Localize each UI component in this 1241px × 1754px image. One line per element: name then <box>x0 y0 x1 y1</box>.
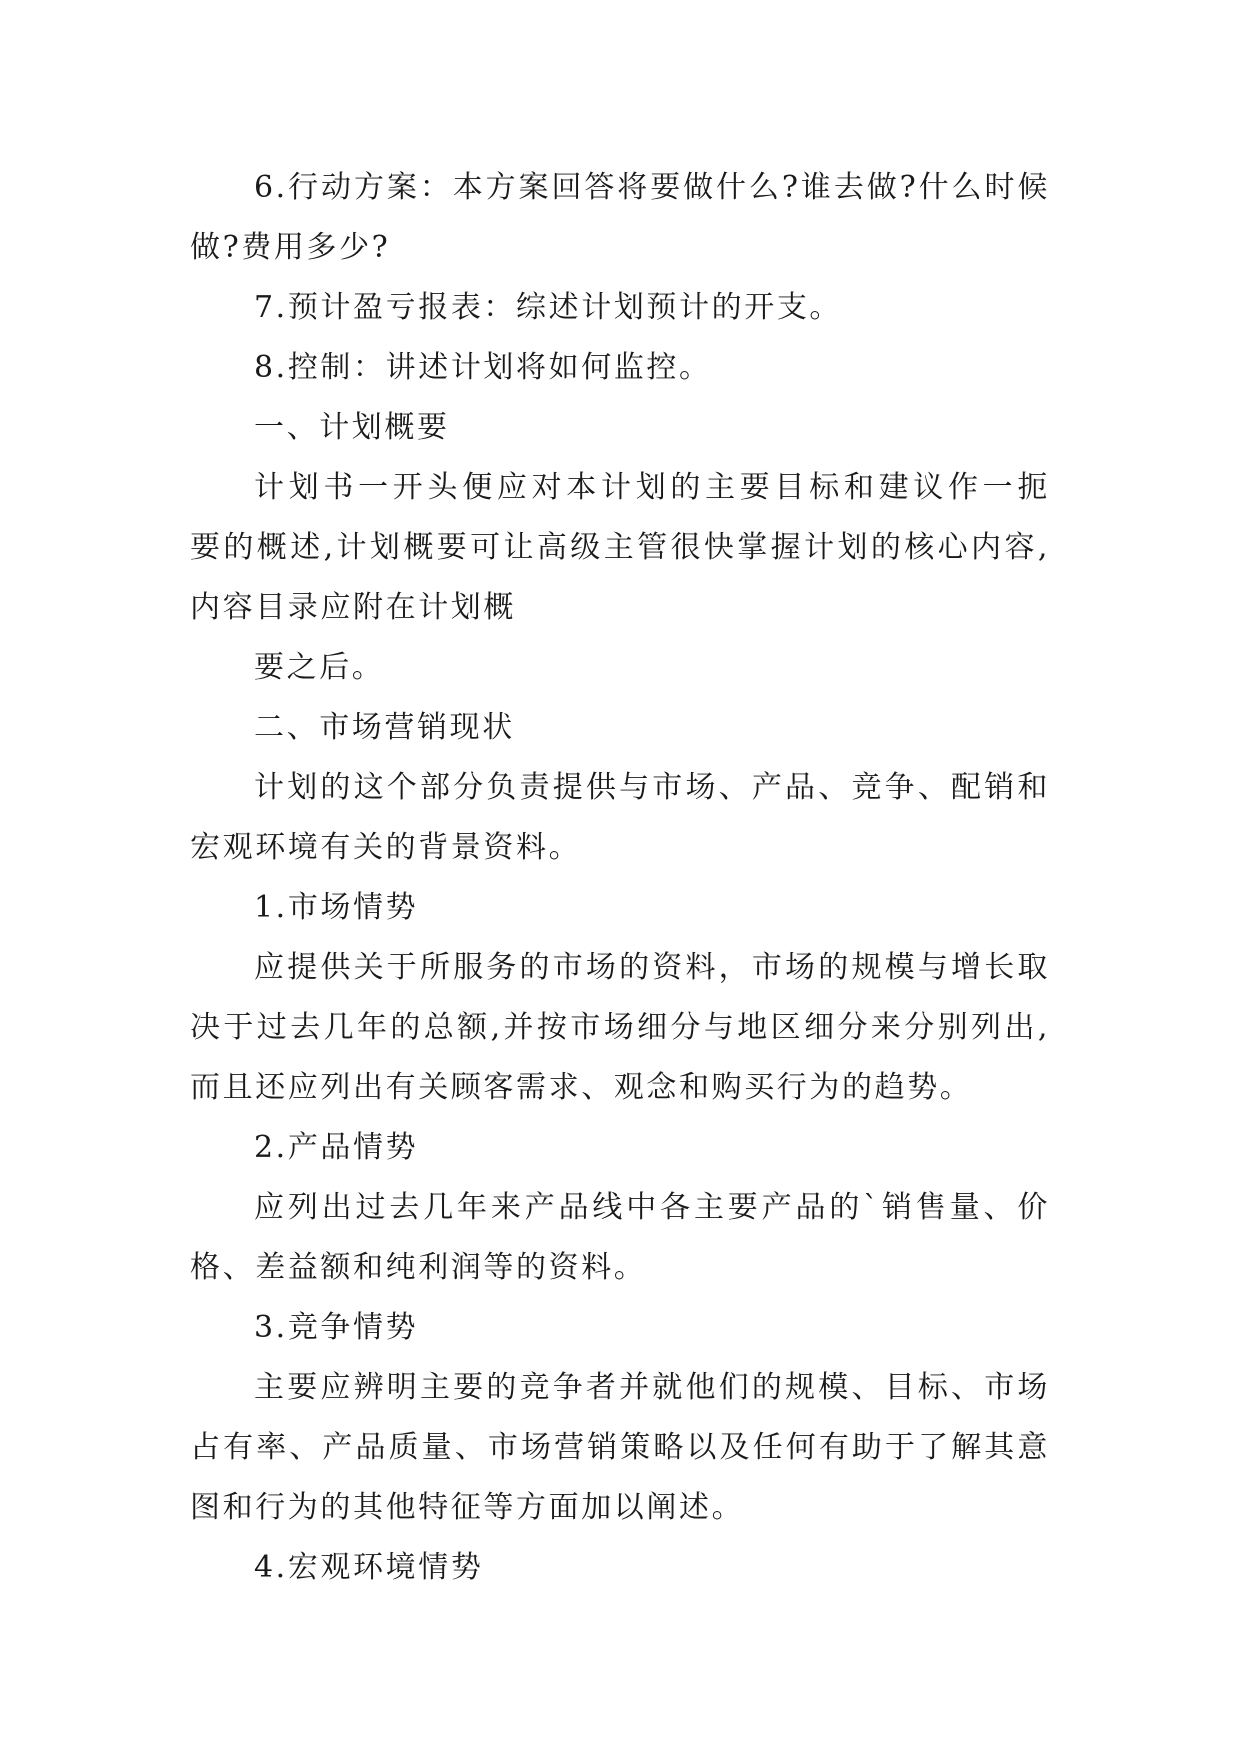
section-heading: 二、市场营销现状 <box>254 710 515 745</box>
subsection-heading: 3.竞争情势 <box>254 1310 419 1345</box>
text-line: 做?费用多少? <box>190 230 391 265</box>
subsection-heading: 2.产品情势 <box>254 1130 419 1165</box>
text-line: 主要应辨明主要的竞争者并就他们的规模、目标、市场 <box>254 1370 1050 1405</box>
document-body <box>190 158 1050 1598</box>
text-line: 6.行动方案：本方案回答将要做什么?谁去做?什么时候 <box>254 170 1050 205</box>
section-heading: 一、计划概要 <box>254 410 450 445</box>
text-line: 决于过去几年的总额,并按市场细分与地区细分来分别列出, <box>190 1010 1050 1045</box>
text-line: 要之后。 <box>254 650 385 685</box>
text-line: 格、差益额和纯利润等的资料。 <box>190 1250 647 1285</box>
text-line: 宏观环境有关的背景资料。 <box>190 830 582 865</box>
text-line: 图和行为的其他特征等方面加以阐述。 <box>190 1490 745 1525</box>
subsection-heading: 4.宏观环境情势 <box>254 1550 484 1585</box>
subsection-heading: 1.市场情势 <box>254 890 419 925</box>
text-line: 而且还应列出有关顾客需求、观念和购买行为的趋势。 <box>190 1070 973 1105</box>
text-line: 应列出过去几年来产品线中各主要产品的`销售量、价 <box>254 1190 1050 1225</box>
text-line: 7.预计盈亏报表：综述计划预计的开支。 <box>254 290 843 325</box>
text-line: 8.控制：讲述计划将如何监控。 <box>254 350 712 385</box>
text-line: 要的概述,计划概要可让高级主管很快掌握计划的核心内容, <box>190 530 1050 565</box>
text-line: 占有率、产品质量、市场营销策略以及任何有助于了解其意 <box>190 1430 1050 1465</box>
text-line: 内容目录应附在计划概 <box>190 590 516 625</box>
text-line: 应提供关于所服务的市场的资料，市场的规模与增长取 <box>254 950 1050 985</box>
text-line: 计划的这个部分负责提供与市场、产品、竞争、配销和 <box>254 770 1050 805</box>
text-line: 计划书一开头便应对本计划的主要目标和建议作一扼 <box>254 470 1050 505</box>
